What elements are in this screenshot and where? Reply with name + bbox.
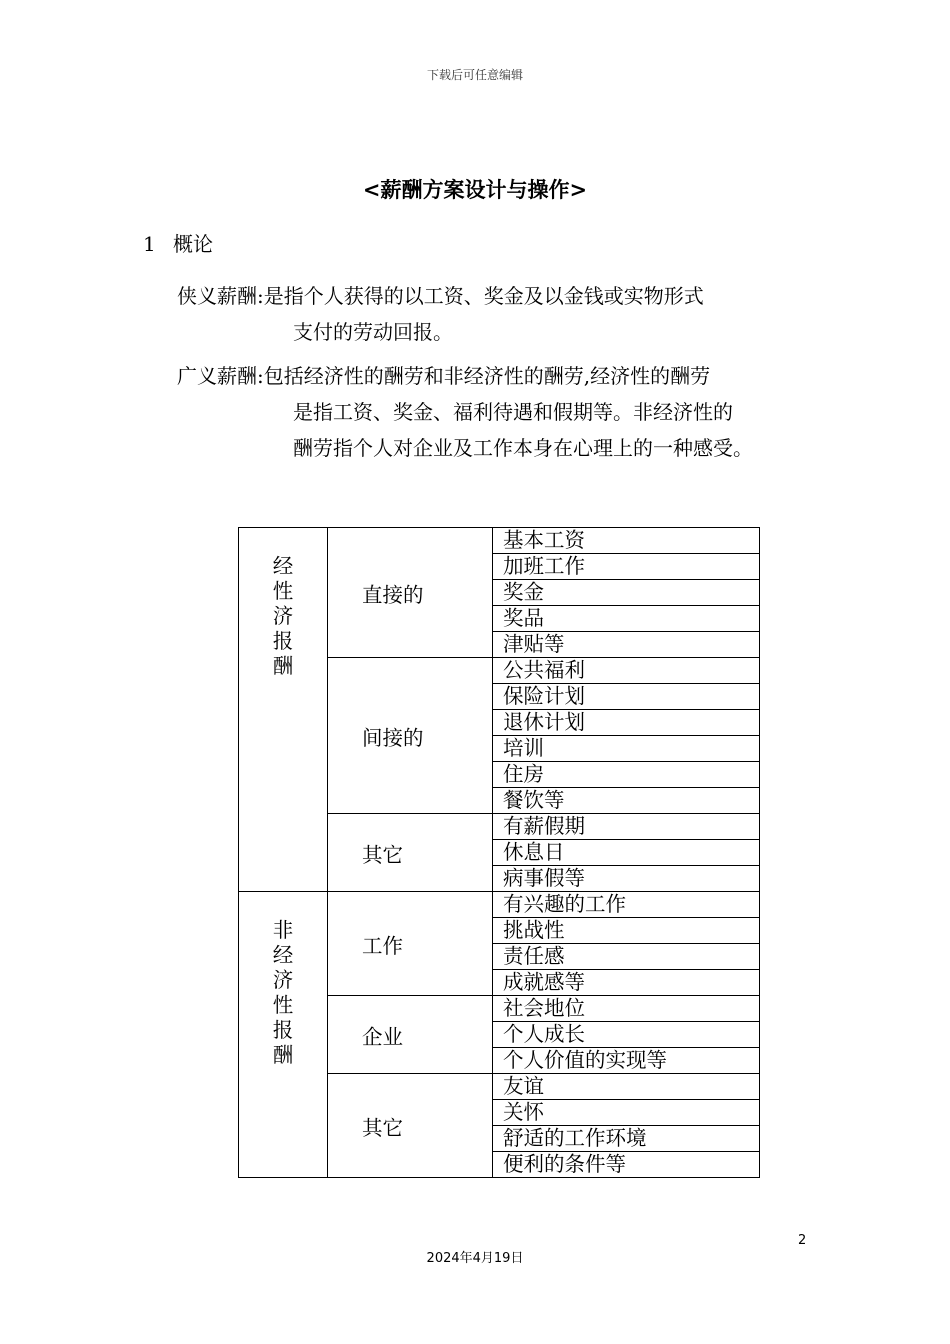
definition-term: 侠义薪酬: (177, 284, 264, 308)
category-cell (239, 528, 328, 892)
item-cell: 培训 (493, 736, 760, 762)
definition-narrow (177, 278, 704, 350)
category-char: 性 (272, 579, 294, 603)
item-cell: 奖金 (493, 580, 760, 606)
category-char: 经 (272, 554, 294, 578)
item-cell: 公共福利 (493, 658, 760, 684)
compensation-table (238, 527, 760, 1178)
item-cell: 友谊 (493, 1074, 760, 1100)
page-number: 2 (798, 1233, 807, 1248)
item-cell: 责任感 (493, 944, 760, 970)
definition-broad (177, 358, 753, 466)
table-row (239, 528, 760, 554)
section-label: 概论 (173, 232, 213, 256)
page-header: 下载后可任意编辑 (426, 68, 523, 82)
item-cell: 基本工资 (493, 528, 760, 554)
item-cell: 有薪假期 (493, 814, 760, 840)
item-cell: 餐饮等 (493, 788, 760, 814)
item-cell: 关怀 (493, 1100, 760, 1126)
item-cell: 个人价值的实现等 (493, 1048, 760, 1074)
item-cell: 保险计划 (493, 684, 760, 710)
definition-line: 是指工资、奖金、福利待遇和假期等。非经济性的 (293, 400, 733, 424)
category-label (239, 892, 327, 1068)
item-cell: 有兴趣的工作 (493, 892, 760, 918)
category-char: 报 (272, 1018, 294, 1042)
item-cell: 病事假等 (493, 866, 760, 892)
category-cell (239, 892, 328, 1178)
subcategory-cell: 企业 (328, 996, 493, 1074)
definition-term: 广义薪酬: (177, 364, 264, 388)
item-cell: 退休计划 (493, 710, 760, 736)
category-label (239, 528, 327, 679)
definition-line: 是指个人获得的以工资、奖金及以金钱或实物形式 (263, 284, 704, 308)
item-cell: 社会地位 (493, 996, 760, 1022)
item-cell: 便利的条件等 (493, 1152, 760, 1178)
subcategory-cell: 间接的 (328, 658, 493, 814)
compensation-table-wrapper (238, 527, 760, 1178)
item-cell: 挑战性 (493, 918, 760, 944)
category-char: 酬 (272, 1043, 294, 1067)
subcategory-cell: 工作 (328, 892, 493, 996)
section-number: 1 (143, 232, 156, 256)
subcategory-cell: 其它 (328, 814, 493, 892)
item-cell: 津贴等 (493, 632, 760, 658)
definition-line: 支付的劳动回报。 (293, 320, 453, 344)
subcategory-cell: 其它 (328, 1074, 493, 1178)
category-char: 非 (272, 918, 294, 942)
category-char: 经 (272, 943, 294, 967)
definition-line: 包括经济性的酬劳和非经济性的酬劳,经济性的酬劳 (263, 364, 711, 388)
item-cell: 加班工作 (493, 554, 760, 580)
table-row (239, 892, 760, 918)
category-char: 报 (272, 629, 294, 653)
document-title: <薪酬方案设计与操作> (362, 177, 588, 202)
category-char: 济 (272, 604, 294, 628)
definition-line: 酬劳指个人对企业及工作本身在心理上的一种感受。 (293, 436, 753, 460)
subcategory-cell: 直接的 (328, 528, 493, 658)
item-cell: 奖品 (493, 606, 760, 632)
item-cell: 住房 (493, 762, 760, 788)
item-cell: 个人成长 (493, 1022, 760, 1048)
page-footer-date: 2024年4月19日 (426, 1251, 524, 1266)
category-char: 酬 (272, 654, 294, 678)
item-cell: 休息日 (493, 840, 760, 866)
category-char: 性 (272, 993, 294, 1017)
item-cell: 成就感等 (493, 970, 760, 996)
section-heading (143, 228, 213, 257)
item-cell: 舒适的工作环境 (493, 1126, 760, 1152)
category-char: 济 (272, 968, 294, 992)
